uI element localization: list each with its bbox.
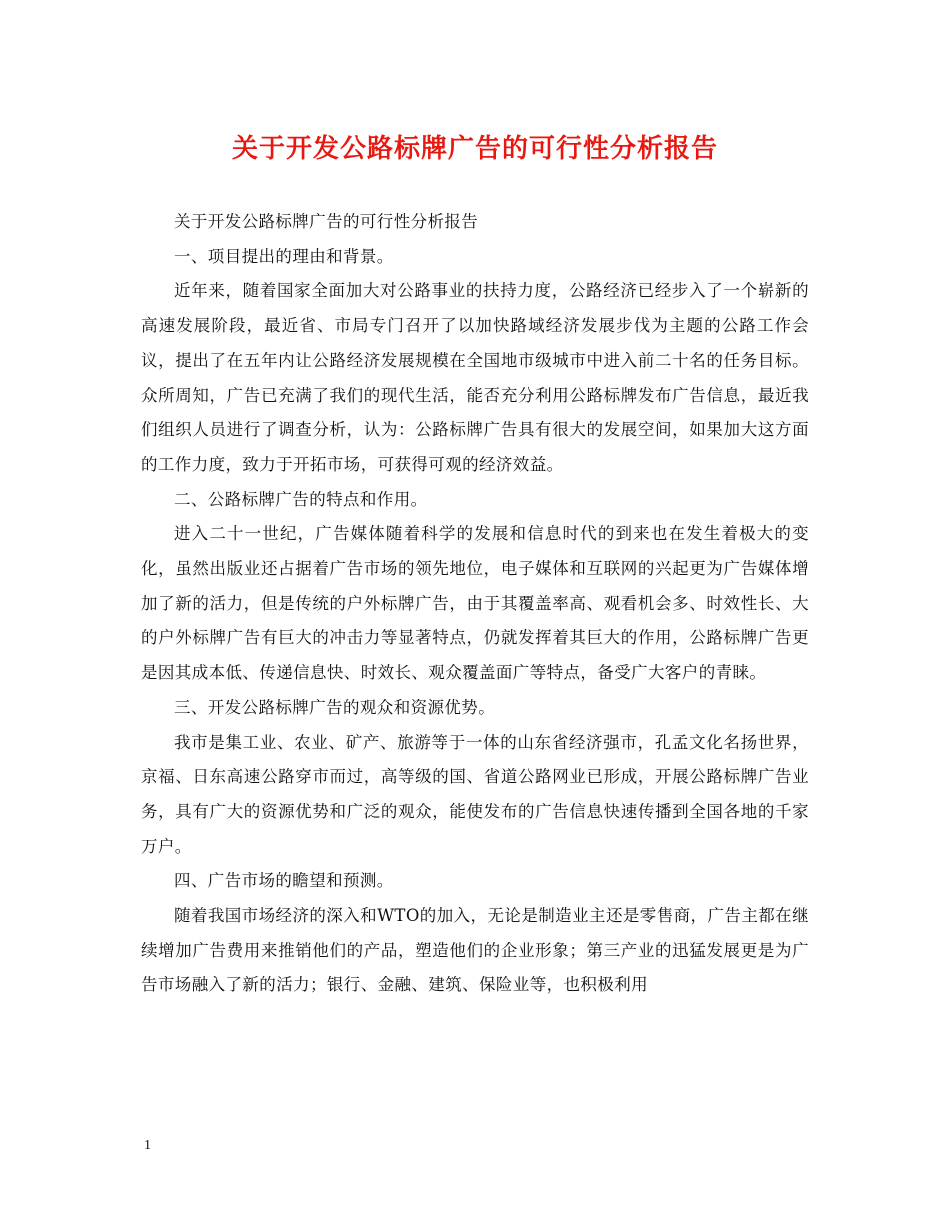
section-heading-4: 四、广告市场的瞻望和预测。 — [174, 871, 394, 891]
section-heading-3: 三、开发公路标牌广告的观众和资源优势。 — [174, 697, 496, 717]
section-heading-2: 二、公路标牌广告的特点和作用。 — [174, 489, 428, 509]
document-title: 关于开发公路标牌广告的可行性分析报告 — [231, 134, 718, 164]
paragraph-features: 进入二十一世纪，广告媒体随着科学的发展和信息时代的到来也在发生着极大的变化，虽然出版业还占据着广告市场的领先地位，电子媒体和互联网的兴起更为广告媒体增加了新的活力，但是传统的户外标牌广告，由于其覆盖率高、观看机会多、时效性长、大的户外标牌广告有巨大的冲击力等显著特点，仍就发挥着其巨大的作用，公路标牌广告更是因其成本低、传递信息快、时效长、观众覆盖面广等特点，备受广大客户的青睐。 — [141, 524, 809, 683]
paragraph-background: 近年来，随着国家全面加大对公路事业的扶持力度，公路经济已经步入了一个崭新的高速发展阶段，最近省、市局专门召开了以加快路域经济发展步伐为主题的公路工作会议，提出了在五年内让公路经济发展规模在全国地市级城市中进入前二十名的任务目标。众所周知，广告已充满了我们的现代生活，能否充分利用公路标牌发布广告信息，最近我们组织人员进行了调查分析，认为：公路标牌广告具有很大的发展空间，如果加大这方面的工作力度，致力于开拓市场，可获得可观的经济效益。 — [141, 281, 809, 474]
paragraph-advantages: 我市是集工业、农业、矿产、旅游等于一体的山东省经济强市，孔孟文化名扬世界，京福、日东高速公路穿市而过，高等级的国、省道公路网业已形成，开展公路标牌广告业务，具有广大的资源优势和广泛的观众，能使发布的广告信息快速传播到全国各地的千家万户。 — [141, 732, 809, 856]
paragraph-report-title: 关于开发公路标牌广告的可行性分析报告 — [174, 212, 479, 231]
document-body — [141, 205, 809, 1003]
paragraph-market-outlook: 随着我国市场经济的深入和WTO的加入，无论是制造业主还是零售商，广告主都在继续增加广告费用来推销他们的产品，塑造他们的企业形象；第三产业的迅猛发展更是为广告市场融入了新的活力；银行、金融、建筑、保险业等，也积极利用 — [141, 906, 809, 995]
page-number: 1 — [144, 1138, 151, 1153]
section-heading-1: 一、项目提出的理由和背景。 — [174, 246, 394, 266]
